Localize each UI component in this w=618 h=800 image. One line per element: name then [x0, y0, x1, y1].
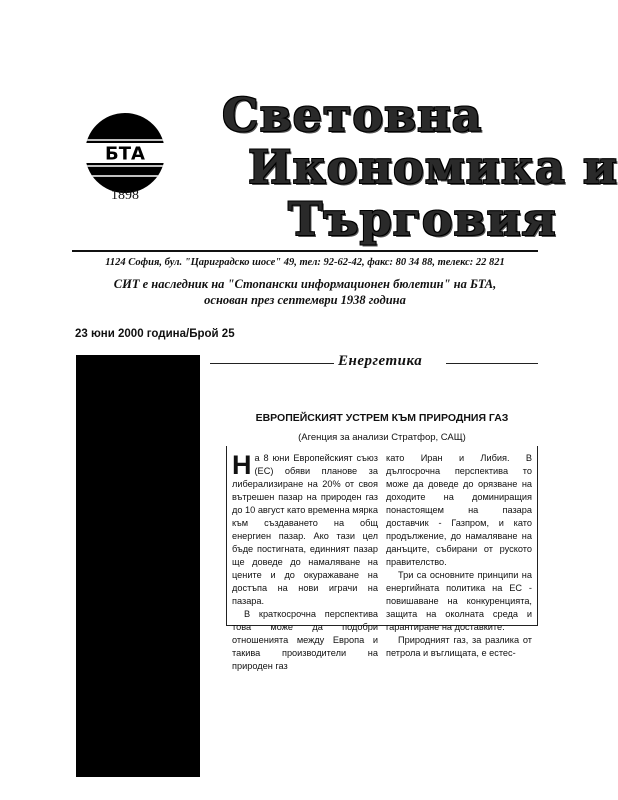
masthead-title-line-2: Икономика и	[248, 140, 618, 194]
publisher-note	[72, 276, 538, 308]
logo-text: БТА	[105, 143, 145, 165]
masthead-divider	[72, 250, 538, 252]
article-source: (Агенция за анализи Стратфор, САЩ)	[298, 432, 466, 443]
article-title: ЕВРОПЕЙСКИЯТ УСТРЕМ КЪМ ПРИРОДНИЯ ГАЗ	[255, 412, 509, 424]
article-column-2	[386, 452, 532, 658]
masthead-title-line-1: Световна	[222, 88, 483, 142]
publisher-address: 1124 София, бул. "Цариградско шосе" 49, тел: 92-62-42, факс: 80 34 88, телекс: 22 821	[105, 257, 505, 268]
section-rule-right	[446, 363, 538, 364]
article-paragraph	[232, 452, 378, 608]
article-paragraph: Три са основните принципи на енергийната политика на ЕС - повишаване на конкуренцията, защита на околната среда и гарантиране на доставките.	[386, 570, 532, 632]
issue-date: 23 юни 2000 година/Брой 25	[75, 328, 235, 340]
masthead-title-line-3: Търговия	[288, 192, 557, 246]
article-paragraph: В краткосрочна перспектива това може да подобри отношенията между Европа и такива производители на природен газ	[232, 609, 378, 671]
logo-year: 1898	[111, 188, 139, 203]
paragraph-text: а 8 юни Европейският съюз (ЕС) обяви планове за либерализиране на 20% от своя вътрешен пазар на природен газ до 10 август като временна мярка към създаването на общ енергиен пазар. Ако тази цел бъде постигната, единният пазар ще доведе до намаляване на цените и до окуражаване на достъпа на нови играчи на пазара.	[232, 453, 378, 606]
bta-logo-icon	[84, 112, 166, 194]
publisher-note-line-1: СИТ е наследник на "Стопански информационен бюлетин" на БТА,	[113, 277, 497, 291]
section-rule-left	[210, 363, 334, 364]
article-column-1	[232, 450, 378, 671]
drop-cap: Н	[232, 450, 252, 480]
section-label: Енергетика	[338, 353, 423, 369]
article-paragraph: Природният газ, за разлика от петрола и въглищата, е естес-	[386, 635, 532, 658]
article-paragraph: като Иран и Либия. В дългосрочна перспектива то може да доведе до орязване на доходите на доминиращия понастоящем на пазара доставчик - Газпром, и като продължение, до намаляване на данъците, събирани от руското правителство.	[386, 453, 532, 567]
publisher-note-line-2: основан през септември 1938 година	[204, 293, 406, 307]
black-sidebar-block	[76, 355, 200, 777]
